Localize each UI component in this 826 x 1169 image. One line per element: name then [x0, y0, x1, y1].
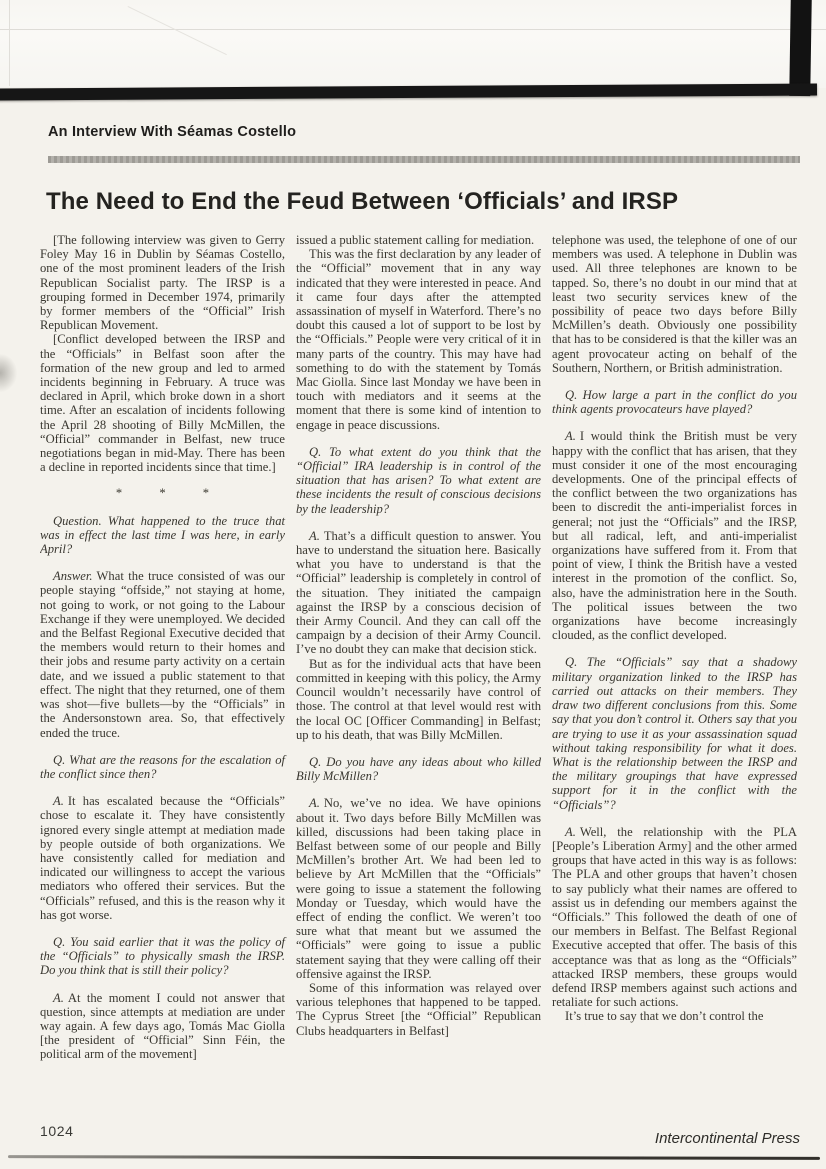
article-body: [40, 233, 798, 1117]
answer-text: Well, the relationship with the PLA [People’s Liberation Army] and the other armed groups that have acted in this way is as follows: The PLA and other groups that haven’t chosen to say publicly what their names are offered to assist us in defending our members against the “Officials.” This followed the death of one of our members in Belfast. The Belfast Regional Executive accepted that offer. The basis of this acceptance was that as long as the “Officials” attacked IRSP members, these groups would defend IRSP members against such actions and retaliate for such actions.: [552, 824, 797, 1010]
column-3: [552, 233, 797, 1117]
scan-smudge: [0, 354, 17, 392]
question-paragraph: Q. What are the reasons for the escalation of the conflict since then?: [40, 752, 285, 781]
scan-edge-bottom: [8, 1155, 820, 1160]
question-paragraph: Q. To what extent do you think that the “Official” IRA leadership is in control of the situation that has arisen? To what extent are these incidents the result of conscious decisions by the leadership?: [296, 444, 541, 516]
body-paragraph: But as for the individual acts that have been committed in keeping with this policy, the Army Council wouldn’t necessarily have control of those. The control at that level would rest with the local OC [Officer Commanding] in Belfast; up to his death, that was Billy McMillen.: [296, 656, 541, 742]
body-paragraph: issued a public statement calling for mediation.: [296, 233, 535, 247]
article-kicker: An Interview With Séamas Costello: [48, 124, 297, 140]
scan-black-corner: [789, 0, 812, 96]
answer-paragraph: [296, 796, 541, 981]
answer-lead: A.: [53, 990, 64, 1005]
question-paragraph: Q. How large a part in the conflict do you think agents provocateurs have played?: [552, 388, 797, 417]
answer-text: What the truce consisted of was our people staying “offside,” not staying at home, not going to work, or not going to the Labour Exchange if they were unemployed. We decided and the Belfast Regional Executive decided that the members would return to their homes and their jobs and resume party activity on a certain date, and we issued a public statement to that effect. The night that they returned, one of them was shot—five bullets—by the “Officials” in the Andersonstown area. So, that effectively ended the truce.: [40, 569, 285, 740]
body-paragraph: This was the first declaration by any leader of the “Official” movement that in any way indicated that they were interested in peace. And it came four days after the attempted assassination of myself in Waterford. There’s no doubt this caused a lot of support to be lost by the “Officials.” People were very critical of it in many parts of the country. This may have had something to do with the statement by Tomás Mac Giolla. Since last Monday we have been in touch with mediators and it seems at the moment that there is some kind of intention to engage in peace discussions.: [296, 247, 541, 432]
scan-left-edge: [9, 0, 10, 86]
body-paragraph: It’s true to say that we don’t control the: [565, 1009, 764, 1024]
question-paragraph: Q. Do you have any ideas about who killed Billy McMillen?: [296, 754, 541, 784]
answer-lead: A.: [309, 796, 320, 811]
answer-text: That’s a difficult question to answer. You have to understand the situation here. Basically what you have to understand is that the “Official” leadership is completely in control of the situation. They initiated the campaign against the IRSP by a conscious decision of their Army Council. And they can call off the campaign by a decision of their Army Council. I’ve no doubt they can make that decision stick.: [296, 528, 541, 657]
answer-paragraph: [40, 569, 285, 739]
answer-lead: A.: [309, 528, 320, 543]
answer-text: At the moment I could not answer that question, since attempts at mediation are under way again. A few days ago, Tomás Mac Giolla [the president of “Official” Sinn Féin, the political arm of the movement]: [40, 990, 285, 1062]
scan-hairline: [0, 29, 826, 30]
intro-paragraph: [Conflict developed between the IRSP and the “Officials” in Belfast soon after the formation of the new group and led to armed incidents beginning in February. A truce was declared in April, which broke down in a short time. After an escalation of incidents following the April 28 shooting of Billy McMillen, the “Official” commander in Belfast, new truce negotiations began in mid-May. There has been a decline in reported incidents since that time.]: [40, 332, 285, 475]
question-paragraph: Q. You said earlier that it was the policy of the “Officials” to physically smash the IRSP. Do you think that is still their policy?: [40, 934, 285, 978]
question-paragraph: Question. What happened to the truce that was in effect the last time I was here, in early April?: [40, 513, 285, 557]
halftone-rule: [48, 156, 800, 163]
scan-edge-top: [0, 0, 826, 88]
body-paragraph: telephone was used, the telephone of one of our members was used. A telephone in Dublin was used. All three telephones are known to be tapped. So, there’s no doubt in our mind that at least two security services knew of the possibility of peace two days before Billy McMillen’s death. Obviously one possibility that has to be considered is that the killer was an agent provocateur acting on behalf of the Southern, Northern, or British administration.: [552, 233, 797, 375]
answer-text: No, we’ve no idea. We have opinions about it. Two days before Billy McMillen was killed, discussions had been taking place in Belfast between some of our people and Billy McMillen’s brother Art. We had been led to believe by Art McMillen that the “Officials” were going to issue a statement the following Monday or Tuesday, which would have the effect of ending the conflict. We weren’t too sure what that meant but we assumed the “Officials” were going to issue a public statement saying that they were calling off their offensive against the IRSP.: [296, 796, 541, 981]
answer-paragraph: [552, 825, 797, 1010]
intro-paragraph: [The following interview was given to Gerry Foley May 16 in Dublin by Séamas Costello, one of the most prominent leaders of the Irish Republican Socialist party. The IRSP is a grouping formed in December 1974, primarily by former members of the “Official” Irish Republican Movement.: [40, 233, 285, 333]
page-number: 1024: [40, 1123, 74, 1139]
asterisk-separator: * * *: [115, 486, 210, 501]
journal-name: Intercontinental Press: [654, 1130, 800, 1147]
answer-lead: A.: [565, 429, 576, 444]
scan-corner-crease: [128, 6, 227, 55]
answer-text: It has escalated because the “Officials” chose to escalate it. They have consistently ignored every single attempt at mediation made by people outside of both organizations. We have consistently called for mediation and indicated our willingness to accept the various mediators who offered their services. But the “Officials” refused, and this is the reason why it has got worse.: [40, 794, 285, 922]
answer-paragraph: [296, 529, 541, 657]
answer-paragraph: [552, 429, 797, 642]
question-paragraph: Q. The “Officials” say that a shadowy military organization linked to the IRSP has carried out attacks on their members. They draw two different conclusions from this. Some say that you don’t control it. Others say that you are trying to use it as your assassination squad without taking responsibility for what it does. What is the relationship between the IRSP and the military groupings that have expressed support for it in the conflict with the “Officials”?: [552, 655, 797, 812]
body-paragraph: Some of this information was relayed over various telephones that happened to be tapped. The Cyprus Street [the “Official” Republican Clubs headquarters in Belfast]: [296, 980, 541, 1038]
answer-lead: Answer.: [53, 569, 93, 584]
answer-text: I would think the British must be very happy with the conflict that has arisen, that they must consider it one of the most encouraging developments. One of the principal effects of the conflict between the two organizations has been to discredit the anti-imperialist forces in general; not just the “Officials” and the IRSP, but all radical, left, and anti-imperialist organizations have suffered from it. From that point of view, I think the British have a vested interest in the promotion of the conflict. So, also, have the administration here in the South. The political issues between the two organizations have become increasingly clouded, as the conflict developed.: [552, 429, 797, 643]
answer-paragraph: [40, 991, 285, 1062]
answer-lead: A.: [565, 824, 576, 839]
answer-paragraph: [40, 794, 285, 922]
column-2: [296, 233, 541, 1117]
article-title: The Need to End the Feud Between ‘Officials’ and IRSP: [46, 188, 679, 215]
answer-lead: A.: [53, 794, 64, 809]
column-1: [40, 233, 285, 1117]
